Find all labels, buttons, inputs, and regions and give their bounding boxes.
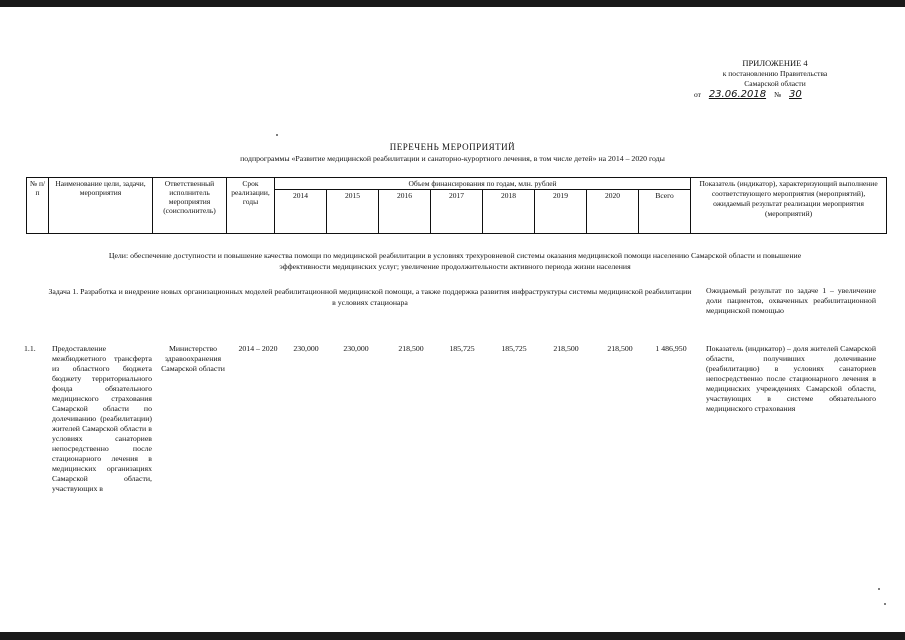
- header-year: 2018: [483, 190, 535, 234]
- row-value-2018: 185,725: [501, 344, 527, 353]
- appendix-block: [690, 58, 860, 100]
- header-num: № п/п: [27, 178, 49, 234]
- header-year: 2019: [535, 190, 587, 234]
- row-executor: Министерство здравоохранения Самарской области: [161, 344, 225, 373]
- row-number: 1.1.: [24, 344, 36, 353]
- header-year: 2017: [431, 190, 483, 234]
- row-value-total: 1 486,950: [655, 344, 687, 353]
- number-prefix: №: [773, 90, 782, 99]
- row-name: Предоставление межбюджетного трансферта из областного бюджета бюджету территориального фонда обязательного медицинского страхования Самарской области по долечиванию (реабилитации) жителей Самарской области в условиях санаториев непосредственно после стационарного лечения в медицинских организациях Самарской области, участвующих в: [52, 344, 152, 493]
- header-period: Срок реализации, годы: [227, 178, 275, 234]
- header-year: 2016: [379, 190, 431, 234]
- header-total: Всего: [639, 190, 691, 234]
- appendix-title: ПРИЛОЖЕНИЕ 4: [742, 58, 808, 68]
- header-table: [26, 177, 887, 234]
- row-value-2014: 230,000: [293, 344, 319, 353]
- task-1-text: Задача 1. Разработка и внедрение новых организационных моделей реабилитационной медицинской помощи, а также поддержка развития инфраструктуры системы медицинской реабилитации в условиях стационара: [48, 287, 692, 307]
- date-prefix: от: [694, 90, 701, 99]
- goals-text: Цели: обеспечение доступности и повышение качества помощи по медицинской реабилитации в условиях трехуровневой системы оказания медицинской помощи населению Самарской области и повышение эффективности медицинских услуг; увеличение продолжительности активного периода жизни населения: [108, 251, 802, 271]
- row-value-2017: 185,725: [449, 344, 475, 353]
- header-name: Наименование цели, задачи, мероприятия: [49, 178, 153, 234]
- header-year: 2015: [327, 190, 379, 234]
- scan-speck: [276, 134, 278, 136]
- row-period: 2014 – 2020: [238, 344, 278, 353]
- row-value-2019: 218,500: [553, 344, 579, 353]
- header-indicator: Показатель (индикатор), характеризующий выполнение соответствующего мероприятия (мероприятий), ожидаемый результат реализации мероприятия (мероприятий): [691, 178, 887, 234]
- number-value: 30: [788, 89, 802, 100]
- header-year: 2014: [275, 190, 327, 234]
- row-value-2015: 230,000: [343, 344, 369, 353]
- scan-top-border: [0, 0, 905, 7]
- row-value-2020: 218,500: [607, 344, 633, 353]
- appendix-date-line: [690, 90, 860, 100]
- header-year: 2020: [587, 190, 639, 234]
- scan-bottom-border: [0, 632, 905, 640]
- date-value: 23.06.2018: [708, 89, 767, 100]
- task-1-result: Ожидаемый результат по задаче 1 – увеличение доли пациентов, охваченных реабилитационной медицинской помощью: [706, 286, 876, 315]
- scan-speck: [878, 588, 880, 590]
- row-value-2016: 218,500: [398, 344, 424, 353]
- row-indicator: Показатель (индикатор) – доля жителей Самарской области, получивших долечивание (реабилитацию) в условиях санаториев непосредственно после стационарного лечения в медицинских учреждениях Самарской области, участвующих в системе обязательного медицинского страхования: [706, 344, 876, 413]
- appendix-line-1: к постановлению Правительства: [722, 69, 828, 78]
- scan-speck: [884, 603, 886, 605]
- appendix-line-2: Самарской области: [744, 79, 806, 88]
- header-financing: Объем финансирования по годам, млн. рублей: [275, 178, 691, 190]
- document-subtitle: подпрограммы «Развитие медицинской реабилитации и санаторно-курортного лечения, в том числе детей» на 2014 – 2020 годы: [240, 154, 665, 163]
- document-title: ПЕРЕЧЕНЬ МЕРОПРИЯТИЙ: [389, 142, 516, 152]
- header-executor: Ответственный исполнитель мероприятия (соисполнитель): [153, 178, 227, 234]
